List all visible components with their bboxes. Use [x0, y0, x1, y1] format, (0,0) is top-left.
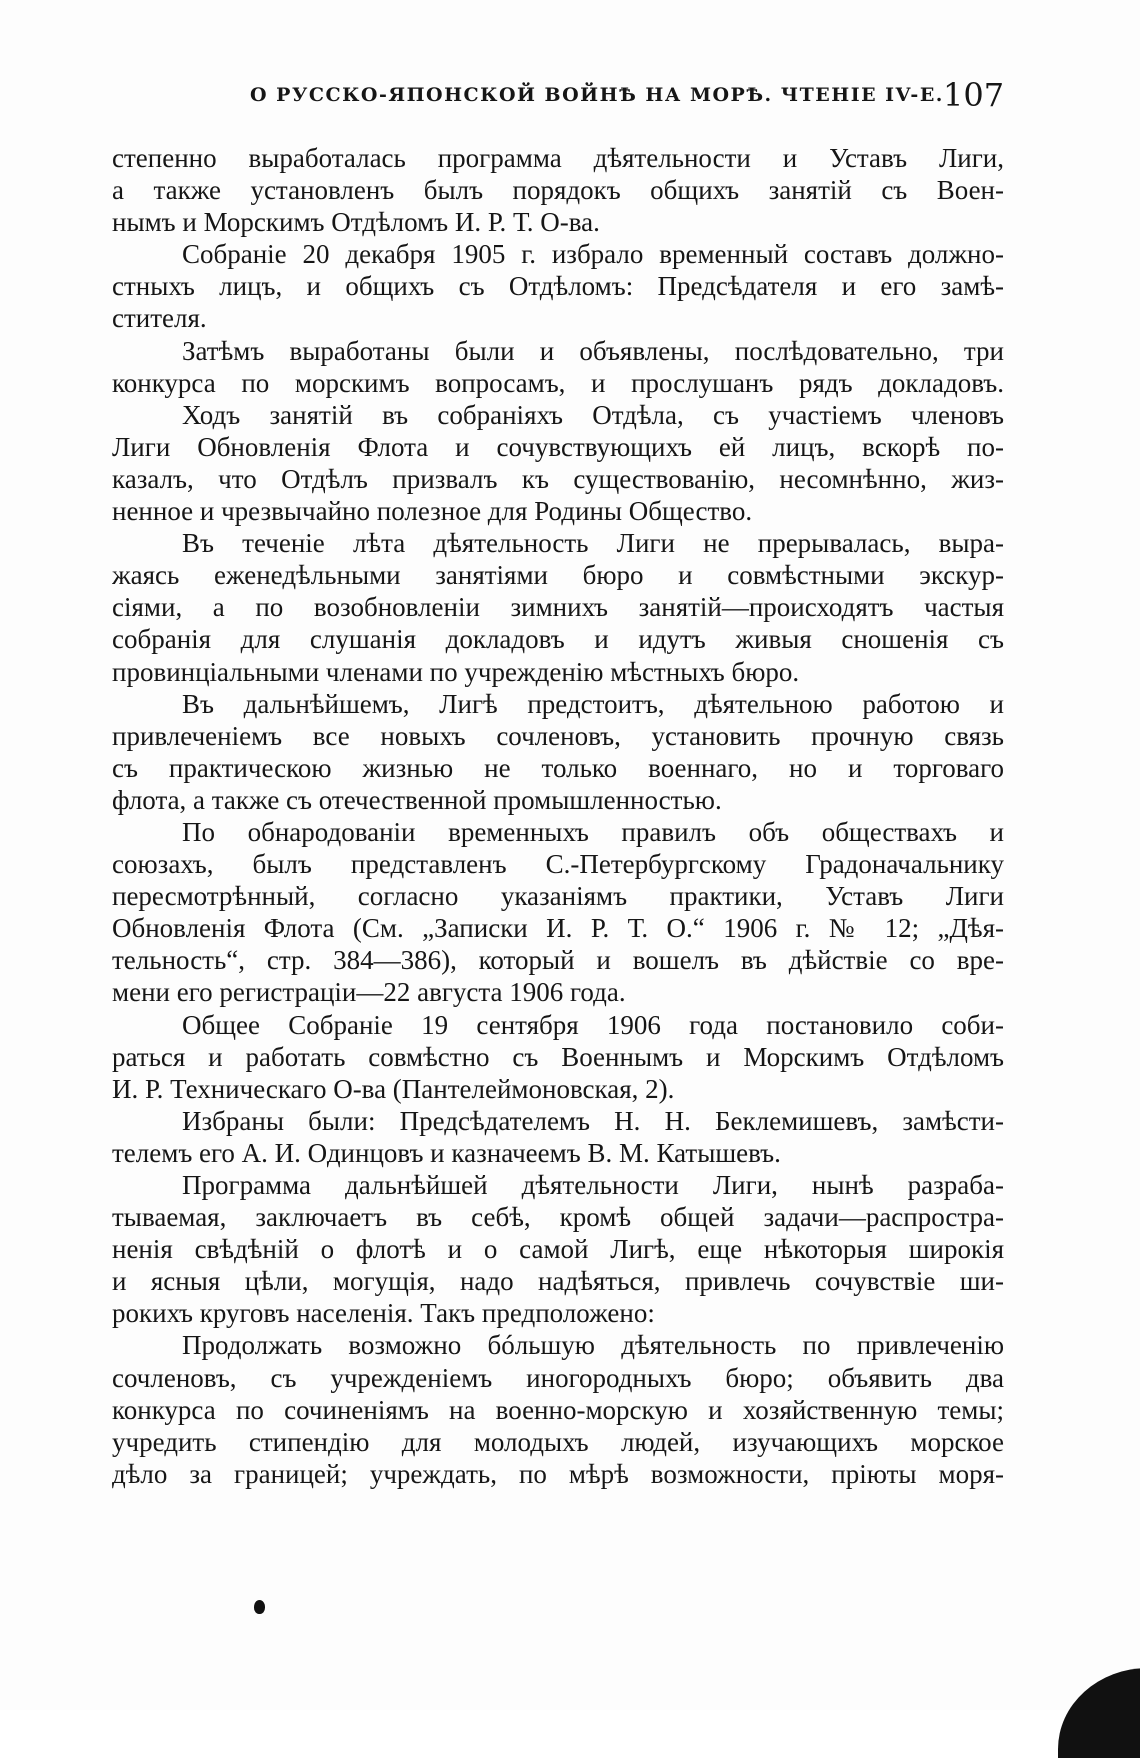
text-line: ненія свѣдѣній о флотѣ и о самой Лигѣ, еще нѣкоторыя широкія — [112, 1234, 1004, 1265]
text-line: Въ дальнѣйшемъ, Лигѣ предстоитъ, дѣятельною работою и — [182, 688, 1004, 719]
text-line: собранія для слушанія докладовъ и идутъ живыя сношенія съ — [112, 624, 1004, 655]
body-text — [112, 142, 1004, 1490]
paragraph-6 — [112, 688, 1004, 816]
text-line: тываемая, заключаетъ въ себѣ, кромѣ общей задачи—распростра- — [112, 1202, 1004, 1233]
text-line: провинціальными членами по учрежденію мѣстныхъ бюро. — [112, 656, 800, 687]
text-line: съ практическою жизнью не только военнаго, но и торговаго — [112, 752, 1004, 783]
text-line: конкурса по сочиненіямъ на военно-морскую и хозяйственную темы; — [112, 1394, 1004, 1425]
text-line: Лиги Обновленія Флота и сочувствующихъ ей лицъ, вскорѣ по- — [112, 431, 1004, 462]
text-line: Программа дальнѣйшей дѣятельности Лиги, нынѣ разраба- — [182, 1170, 1004, 1200]
text-line: ненное и чрезвычайно полезное для Родины Общество. — [112, 496, 753, 527]
text-line: Продолжать возможно бóльшую дѣятельность по привлеченію — [182, 1330, 1004, 1361]
text-line: дѣло за границей; учреждать, по мѣрѣ возможности, пріюты моря- — [112, 1458, 1004, 1489]
text-line: Въ теченіе лѣта дѣятельность Лиги не прерывалась, выра- — [182, 528, 1004, 559]
paragraph-3 — [112, 335, 1004, 399]
text-line: степенно выработалась программа дѣятельности и Уставъ Лиги, — [112, 143, 1004, 173]
text-line: Ходъ занятій въ собраніяхъ Отдѣла, съ участіемъ членовъ — [182, 399, 1004, 430]
text-line: И. Р. Техническаго О-ва (Пантелеймоновская, 2). — [112, 1073, 675, 1104]
paragraph-11 — [112, 1329, 1004, 1489]
text-line: Затѣмъ выработаны были и объявлены, послѣдовательно, три — [182, 335, 1004, 366]
text-line: телемъ его А. И. Одинцовъ и казначеемъ В. М. Катышевъ. — [112, 1137, 781, 1168]
text-line: Обновленія Флота (См. „Записки И. Р. Т. О.“ 1906 г. № 12; „Дѣя- — [112, 913, 1004, 944]
paragraph-9 — [112, 1105, 1004, 1169]
paragraph-4 — [112, 399, 1004, 527]
text-line: По обнародованіи временныхъ правилъ объ обществахъ и — [182, 816, 1004, 847]
paragraph-10 — [112, 1169, 1004, 1329]
ink-spot — [254, 1600, 265, 1614]
text-line: нымъ и Морскимъ Отдѣломъ И. Р. Т. О-ва. — [112, 207, 600, 238]
text-line: и ясныя цѣли, могущія, надо надѣяться, привлечь сочувствіе ши- — [112, 1266, 1004, 1297]
text-line: стныхъ лицъ, и общихъ съ Отдѣломъ: Предсѣдателя и его замѣ- — [112, 271, 1004, 302]
text-line: пересмотрѣнный, согласно указаніямъ практики, Уставъ Лиги — [112, 881, 1004, 912]
running-header: О РУССКО-ЯПОНСКОЙ ВОЙНѢ НА МОРѢ. ЧТЕНІЕ IV-Е. — [250, 84, 944, 106]
ink-corner-blot — [1058, 1668, 1140, 1758]
text-line: конкурса по морскимъ вопросамъ, и прослушанъ рядъ докладовъ. — [112, 367, 1004, 398]
paragraph-8 — [112, 1009, 1004, 1105]
text-line: стителя. — [112, 303, 207, 334]
paragraph-5 — [112, 527, 1004, 687]
text-line: а также установленъ былъ порядокъ общихъ занятій съ Воен- — [112, 175, 1004, 206]
text-line: рокихъ круговъ населенія. Такъ предположено: — [112, 1298, 655, 1329]
text-line: учредить стипендію для молодыхъ людей, изучающихъ морское — [112, 1426, 1004, 1457]
paragraph-1 — [112, 142, 1004, 238]
text-line: Собраніе 20 декабря 1905 г. избрало временный составъ должно- — [182, 239, 1004, 270]
text-line: сочленовъ, съ учрежденіемъ иногородныхъ бюро; объявить два — [112, 1362, 1004, 1393]
page-number: 107 — [943, 76, 1005, 114]
text-line: Избраны были: Предсѣдателемъ Н. Н. Беклемишевъ, замѣсти- — [182, 1105, 1004, 1136]
paragraph-2 — [112, 238, 1004, 334]
paragraph-7 — [112, 816, 1004, 1009]
text-line: привлеченіемъ все новыхъ сочленовъ, установить прочную связь — [112, 720, 1004, 751]
text-line: флота, а также съ отечественной промышленностью. — [112, 784, 722, 815]
text-line: мени его регистраціи—22 августа 1906 года. — [112, 977, 626, 1008]
text-line: тельность“, стр. 384—386), который и вошелъ въ дѣйствіе со вре- — [112, 945, 1004, 976]
text-line: союзахъ, былъ представленъ С.-Петербургскому Градоначальнику — [112, 849, 1004, 880]
text-line: раться и работать совмѣстно съ Военнымъ и Морскимъ Отдѣломъ — [112, 1041, 1004, 1072]
text-line: казалъ, что Отдѣлъ призвалъ къ существованію, несомнѣнно, жиз- — [112, 463, 1004, 494]
text-line: сіями, а по возобновленіи зимнихъ занятій—происходятъ частыя — [112, 592, 1004, 623]
text-line: Общее Собраніе 19 сентября 1906 года постановило соби- — [182, 1009, 1004, 1040]
text-line: жаясь еженедѣльными занятіями бюро и совмѣстными экскур- — [112, 560, 1004, 591]
